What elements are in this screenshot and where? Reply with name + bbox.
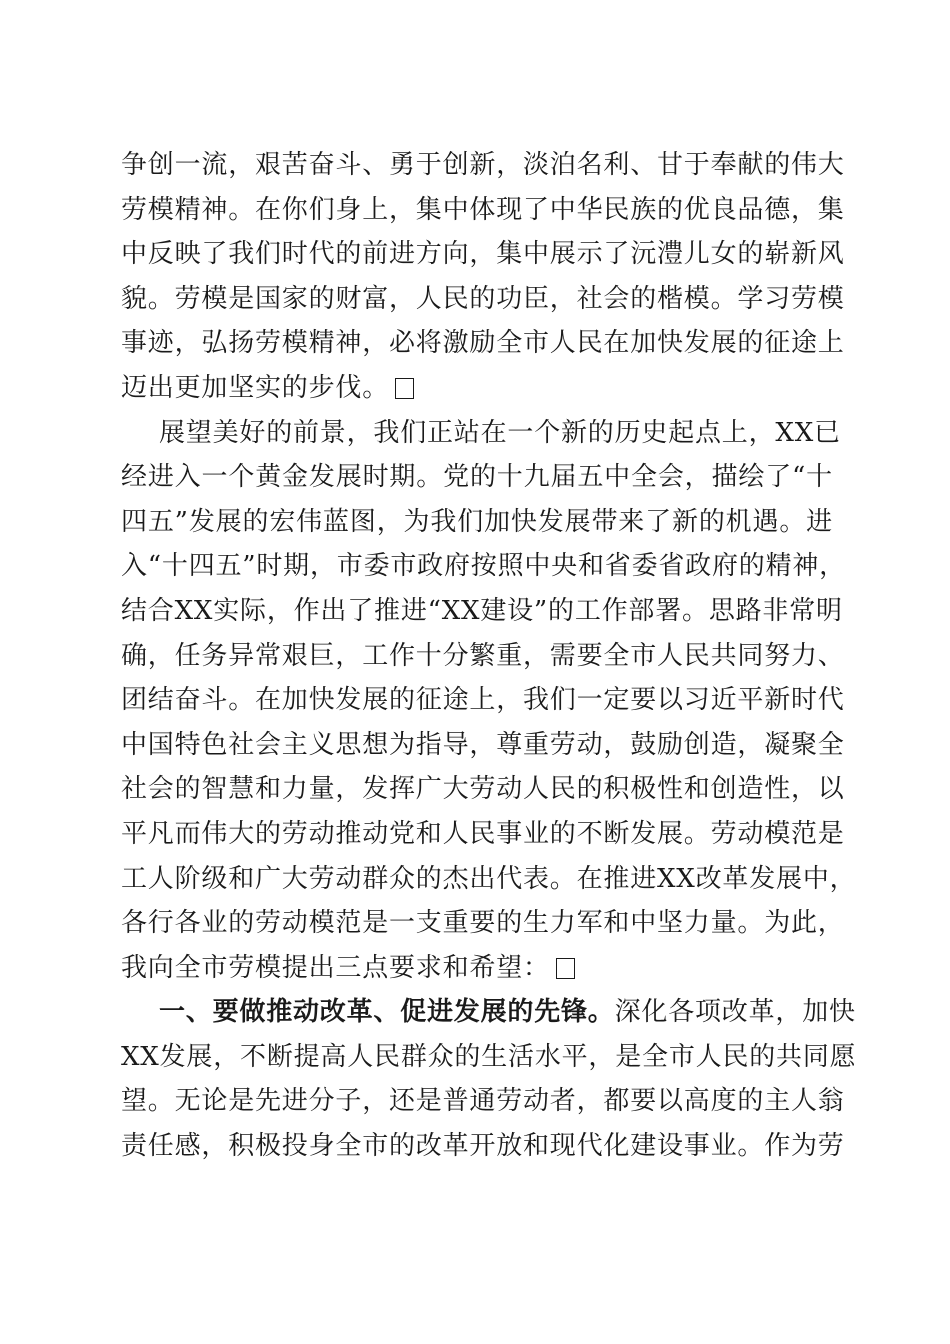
text-line-heading bbox=[121, 990, 856, 1035]
text-line: 团结奋斗。在加快发展的征途上，我们一定要以习近平新时代 bbox=[121, 685, 845, 716]
text-line-last bbox=[121, 366, 833, 411]
paragraph-2 bbox=[121, 411, 857, 991]
text-line: 责任感，积极投身全市的改革开放和现代化建设事业。作为劳 bbox=[121, 1131, 845, 1162]
text-line: 事迹，弘扬劳模精神，必将激励全市人民在加快发展的征途上 bbox=[121, 328, 845, 359]
paragraph-mark-icon bbox=[556, 958, 575, 979]
text-line: 结合XX实际，作出了推进“XX建设”的工作部署。思路非常明 bbox=[121, 595, 843, 626]
text-line: 工人阶级和广大劳动群众的杰出代表。在推进XX改革发展中， bbox=[121, 863, 857, 894]
text-line: 争创一流，艰苦奋斗、勇于创新，淡泊名利、甘于奉献的伟大 bbox=[121, 150, 845, 180]
text-line: 展望美好的前景，我们正站在一个新的历史起点上，XX已 bbox=[159, 417, 841, 448]
text-line-content: 迈出更加坚实的步伐。 bbox=[121, 372, 390, 403]
text-line: 四五”发展的宏伟蓝图，为我们加快发展带来了新的机遇。进 bbox=[121, 506, 833, 537]
text-line: 经进入一个黄金发展时期。党的十九届五中全会，描绘了“十 bbox=[121, 462, 833, 493]
text-line: 貌。劳模是国家的财富，人民的功臣，社会的楷模。学习劳模 bbox=[121, 283, 845, 314]
text-line: 确，任务异常艰巨，工作十分繁重，需要全市人民共同努力、 bbox=[121, 640, 845, 671]
text-line-content: 我向全市劳模提出三点要求和希望： bbox=[121, 952, 550, 983]
paragraph-mark-icon bbox=[395, 378, 414, 399]
text-line: 中国特色社会主义思想为指导，尊重劳动，鼓励创造，凝聚全 bbox=[121, 729, 845, 760]
heading-line-rest: 深化各项改革，加快 bbox=[614, 997, 856, 1028]
text-line: XX发展，不断提高人民群众的生活水平，是全市人民的共同愿 bbox=[121, 1041, 857, 1072]
paragraph-1 bbox=[121, 143, 845, 411]
text-line: 中反映了我们时代的前进方向，集中展示了沅澧儿女的崭新风 bbox=[121, 239, 845, 270]
text-line: 各行各业的劳动模范是一支重要的生力军和中坚力量。为此， bbox=[121, 908, 845, 939]
section-heading: 一、要做推动改革、促进发展的先锋。 bbox=[159, 997, 615, 1028]
body-text bbox=[121, 143, 857, 1169]
text-line: 入“十四五”时期，市委市政府按照中央和省委省政府的精神， bbox=[121, 551, 846, 582]
text-line-last bbox=[121, 946, 833, 991]
text-line: 望。无论是先进分子，还是普通劳动者，都要以高度的主人翁 bbox=[121, 1086, 845, 1117]
paragraph-3 bbox=[121, 990, 857, 1168]
text-line: 平凡而伟大的劳动推动党和人民事业的不断发展。劳动模范是 bbox=[121, 818, 845, 849]
text-line: 劳模精神。在你们身上，集中体现了中华民族的优良品德，集 bbox=[121, 194, 845, 225]
text-line: 社会的智慧和力量，发挥广大劳动人民的积极性和创造性，以 bbox=[121, 774, 845, 805]
